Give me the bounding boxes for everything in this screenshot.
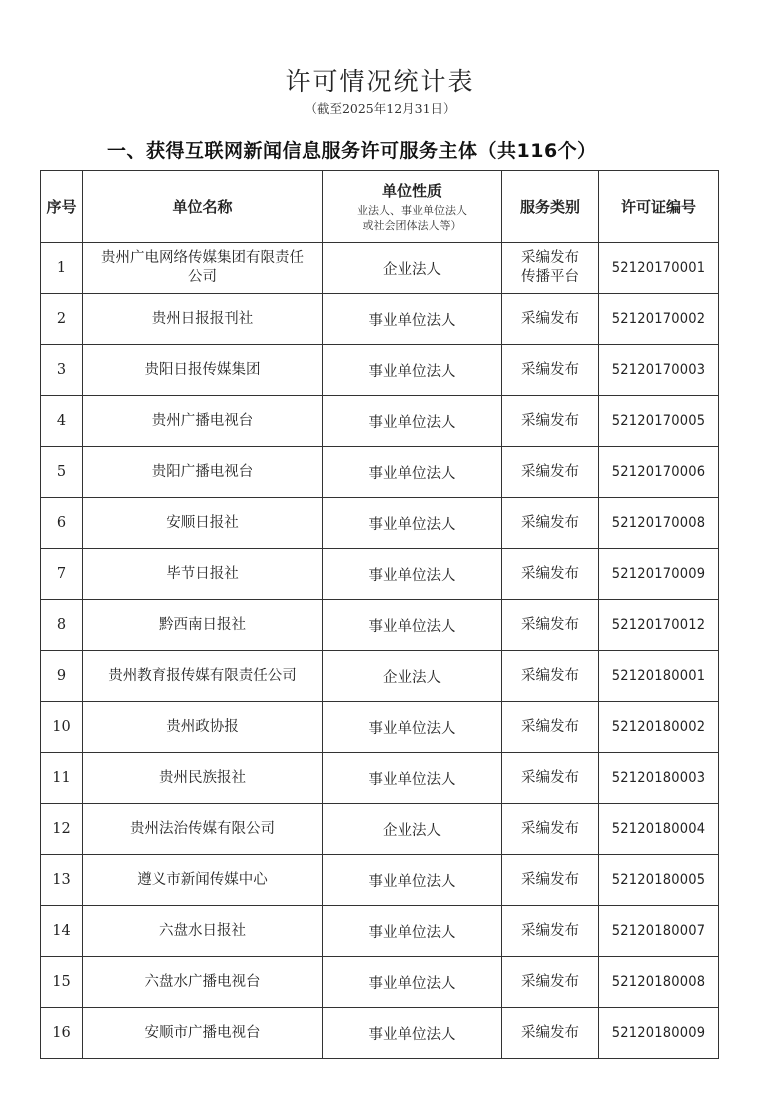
row-number-text: 15 [52,974,71,990]
unit-name [83,243,323,294]
unit-nature [323,600,502,651]
unit-name [83,498,323,549]
unit-name-text: 安顺日报社 [166,514,239,531]
service-type-text: 采编发布 [521,463,579,480]
row-number-text: 14 [52,923,71,939]
table-row [41,396,719,447]
unit-name [83,804,323,855]
unit-name-text: 安顺市广播电视台 [144,1024,261,1041]
row-number [41,855,83,906]
unit-name [83,651,323,702]
service-type-text: 采编发布 [521,922,579,939]
row-number [41,600,83,651]
row-number-text: 16 [52,1025,71,1041]
unit-name [83,600,323,651]
unit-name-text: 遵义市新闻传媒中心 [137,871,268,888]
permit-code-text: 52120170005 [611,413,706,429]
permit-code [599,1008,719,1059]
unit-name-text: 公司 [188,269,217,285]
unit-name-text: 黔西南日报社 [159,616,246,633]
permit-code-text: 52120170006 [611,464,706,480]
row-number-text: 8 [56,617,67,633]
unit-nature-text: 事业单位法人 [368,771,456,788]
table-row [41,1008,719,1059]
table-row [41,294,719,345]
unit-name-text: 贵阳日报传媒集团 [144,361,261,378]
unit-name-text: 贵州日报报刊社 [151,310,254,327]
unit-nature-text: 事业单位法人 [368,720,456,737]
table-row [41,600,719,651]
service-type-text: 传播平台 [521,269,579,285]
permit-code [599,243,719,294]
service-type-text: 采编发布 [521,616,579,633]
unit-name-text: 贵阳广播电视台 [151,463,254,480]
table-row [41,498,719,549]
row-number-text: 11 [52,770,71,786]
service-type [502,753,599,804]
permit-code-text: 52120180009 [611,1025,706,1041]
unit-nature [323,345,502,396]
document-subtitle: （截至2025年12月31日） [304,101,456,116]
permit-code [599,549,719,600]
unit-name [83,294,323,345]
header-nature-note-2: 或社会团体法人等） [362,219,462,232]
service-type [502,855,599,906]
permit-code-text: 52120180001 [611,668,706,684]
unit-nature-text: 事业单位法人 [368,465,456,482]
unit-nature-text: 事业单位法人 [368,618,456,635]
unit-nature [323,855,502,906]
row-number-text: 5 [56,464,67,480]
table-row [41,855,719,906]
permit-code [599,396,719,447]
unit-name [83,1008,323,1059]
table-row [41,447,719,498]
unit-name [83,855,323,906]
row-number-text: 2 [56,311,67,327]
unit-nature [323,549,502,600]
unit-nature-text: 企业法人 [383,669,441,686]
permit-code [599,957,719,1008]
table-row [41,243,719,294]
permit-code [599,906,719,957]
unit-name-text: 贵州广播电视台 [151,412,254,429]
unit-name [83,702,323,753]
service-type [502,957,599,1008]
service-type-text: 采编发布 [521,667,579,684]
unit-nature-text: 企业法人 [383,822,441,839]
unit-name-text: 贵州法治传媒有限公司 [130,820,275,837]
permit-code-text: 52120170001 [611,260,706,276]
unit-name [83,957,323,1008]
unit-name-text: 贵州广电网络传媒集团有限责任 [101,250,304,266]
row-number-text: 1 [56,260,67,276]
unit-nature-text: 事业单位法人 [368,873,456,890]
permit-code-text: 52120180007 [611,923,706,939]
unit-nature-text: 事业单位法人 [368,1026,456,1043]
unit-nature [323,396,502,447]
unit-name-text: 六盘水广播电视台 [144,973,261,990]
unit-nature-text: 事业单位法人 [368,924,456,941]
unit-nature-text: 事业单位法人 [368,567,456,584]
service-type [502,804,599,855]
unit-nature-text: 企业法人 [383,261,441,278]
header-nature-note-1: 业法人、事业单位法人 [357,204,467,217]
permit-code-text: 52120170002 [611,311,706,327]
service-type [502,345,599,396]
row-number [41,1008,83,1059]
service-type-text: 采编发布 [521,514,579,531]
table-row [41,651,719,702]
header-no: 序号 [41,171,83,243]
unit-name-text: 六盘水日报社 [159,922,246,939]
unit-nature-text: 事业单位法人 [368,363,456,380]
service-type-text: 采编发布 [521,361,579,378]
service-type [502,294,599,345]
row-number [41,651,83,702]
service-type [502,702,599,753]
service-type-text: 采编发布 [521,250,579,266]
permit-code-text: 52120180005 [611,872,706,888]
unit-nature [323,804,502,855]
permit-code-text: 52120170009 [611,566,706,582]
header-type: 服务类别 [502,171,599,243]
row-number-text: 13 [52,872,71,888]
permit-code-text: 52120180004 [611,821,706,837]
permit-code-text: 52120180003 [611,770,706,786]
unit-nature [323,651,502,702]
permit-code-text: 52120170003 [611,362,706,378]
permit-code-text: 52120180002 [611,719,706,735]
row-number-text: 7 [56,566,67,582]
service-type-text: 采编发布 [521,871,579,888]
row-number [41,345,83,396]
row-number [41,753,83,804]
service-type [502,549,599,600]
row-number [41,906,83,957]
service-type [502,447,599,498]
row-number [41,294,83,345]
service-type [502,396,599,447]
table-row [41,906,719,957]
unit-name [83,345,323,396]
row-number [41,447,83,498]
unit-name [83,549,323,600]
row-number [41,702,83,753]
unit-nature [323,753,502,804]
unit-name-text: 毕节日报社 [166,565,239,582]
unit-name-text: 贵州教育报传媒有限责任公司 [108,667,297,684]
unit-name-text: 贵州民族报社 [159,769,246,786]
header-nature-label: 单位性质 [381,182,442,200]
unit-nature [323,294,502,345]
service-type [502,1008,599,1059]
row-number [41,957,83,1008]
table-row [41,957,719,1008]
unit-nature [323,498,502,549]
unit-name [83,906,323,957]
permit-code-text: 52120170012 [611,617,706,633]
document-title: 许可情况统计表 [285,67,475,96]
unit-nature [323,906,502,957]
service-type-text: 采编发布 [521,973,579,990]
permit-code [599,702,719,753]
row-number [41,498,83,549]
unit-nature [323,1008,502,1059]
unit-name [83,447,323,498]
service-type [502,243,599,294]
row-number-text: 9 [56,668,67,684]
permit-code [599,447,719,498]
row-number-text: 3 [56,362,67,378]
unit-nature [323,447,502,498]
service-type-text: 采编发布 [521,310,579,327]
row-number-text: 10 [52,719,71,735]
header-nature [323,171,502,243]
service-type [502,651,599,702]
service-type-text: 采编发布 [521,718,579,735]
unit-nature [323,243,502,294]
row-number-text: 4 [56,413,67,429]
permit-code [599,498,719,549]
table-row [41,702,719,753]
permit-code [599,855,719,906]
row-number [41,549,83,600]
row-number [41,804,83,855]
service-type-text: 采编发布 [521,769,579,786]
unit-nature-text: 事业单位法人 [368,312,456,329]
permit-code-text: 52120180008 [611,974,706,990]
header-name: 单位名称 [83,171,323,243]
unit-nature-text: 事业单位法人 [368,975,456,992]
header-code: 许可证编号 [599,171,719,243]
service-type-text: 采编发布 [521,820,579,837]
service-type-text: 采编发布 [521,565,579,582]
unit-nature-text: 事业单位法人 [368,516,456,533]
section-title: 一、获得互联网新闻信息服务许可服务主体（共116个） [107,140,597,162]
permit-code [599,600,719,651]
service-type [502,498,599,549]
permit-code [599,651,719,702]
service-type-text: 采编发布 [521,412,579,429]
permit-table [40,170,719,1059]
row-number [41,243,83,294]
service-type [502,906,599,957]
unit-nature-text: 事业单位法人 [368,414,456,431]
unit-name [83,396,323,447]
table-body [41,243,719,1059]
table-header-row [41,171,719,243]
unit-name-text: 贵州政协报 [166,718,239,735]
table-row [41,804,719,855]
row-number-text: 6 [56,515,67,531]
permit-code [599,294,719,345]
permit-code [599,753,719,804]
unit-name [83,753,323,804]
permit-code-text: 52120170008 [611,515,706,531]
unit-nature [323,702,502,753]
table-row [41,345,719,396]
row-number-text: 12 [52,821,71,837]
table-row [41,549,719,600]
service-type [502,600,599,651]
row-number [41,396,83,447]
permit-code [599,804,719,855]
unit-nature [323,957,502,1008]
service-type-text: 采编发布 [521,1024,579,1041]
permit-code [599,345,719,396]
table-row [41,753,719,804]
